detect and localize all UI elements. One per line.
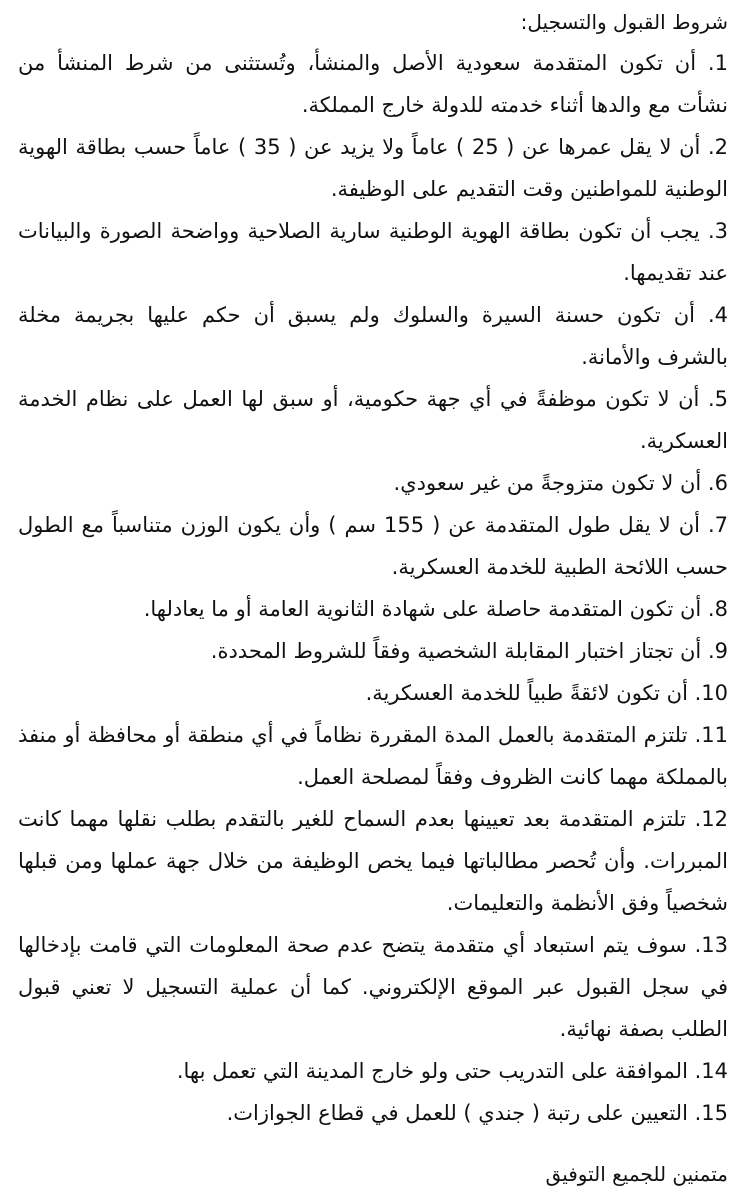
term-item: 5. أن لا تكون موظفةً في أي جهة حكومية، أو سبق لها العمل على نظام الخدمة العسكرية. xyxy=(18,387,728,453)
term-item: 2. أن لا يقل عمرها عن ( 25 ) عاماً ولا يزيد عن ( 35 ) عاماً حسب بطاقة الهوية الوطنية للمواطنين وقت التقديم على الوظيفة. xyxy=(18,135,728,201)
term-item: 3. يجب أن تكون بطاقة الهوية الوطنية سارية الصلاحية وواضحة الصورة والبيانات عند تقديمها. xyxy=(18,219,728,285)
term-item: 7. أن لا يقل طول المتقدمة عن ( 155 سم ) وأن يكون الوزن متناسباً مع الطول حسب اللائحة الطبية للخدمة العسكرية. xyxy=(18,513,728,579)
term-item: 1. أن تكون المتقدمة سعودية الأصل والمنشأ، وتُستثنى من شرط المنشأ من نشأت مع والدها أثناء خدمته للدولة خارج المملكة. xyxy=(18,51,728,117)
document-title: شروط القبول والتسجيل: xyxy=(520,10,728,34)
term-item: 14. الموافقة على التدريب حتى ولو خارج المدينة التي تعمل بها. xyxy=(176,1059,728,1083)
closing-line: متمنين للجميع التوفيق xyxy=(545,1162,728,1186)
term-item: 8. أن تكون المتقدمة حاصلة على شهادة الثانوية العامة أو ما يعادلها. xyxy=(143,597,728,621)
term-item: 10. أن تكون لائقةً طبياً للخدمة العسكرية. xyxy=(365,681,728,705)
term-item: 12. تلتزم المتقدمة بعد تعيينها بعدم السماح للغير بالتقدم بطلب نقلها مهما كانت المبررات. وأن تُحصر مطالباتها فيما يخص الوظيفة من خلال جهة عملها ومن قبلها شخصياً وفق الأنظمة والتعليمات. xyxy=(18,807,728,915)
term-item: 4. أن تكون حسنة السيرة والسلوك ولم يسبق أن حكم عليها بجريمة مخلة بالشرف والأمانة. xyxy=(18,303,728,369)
terms-list xyxy=(18,42,728,1134)
term-item: 13. سوف يتم استبعاد أي متقدمة يتضح عدم صحة المعلومات التي قامت بإدخالها في سجل القبول عبر الموقع الإلكتروني. كما أن عملية التسجيل لا تعني قبول الطلب بصفة نهائية. xyxy=(18,933,728,1041)
term-item: 15. التعيين على رتبة ( جندي ) للعمل في قطاع الجوازات. xyxy=(226,1101,728,1125)
term-item: 6. أن لا تكون متزوجةً من غير سعودي. xyxy=(393,471,728,495)
term-item: 9. أن تجتاز اختبار المقابلة الشخصية وفقاً للشروط المحددة. xyxy=(210,639,728,663)
term-item: 11. تلتزم المتقدمة بالعمل المدة المقررة نظاماً في أي منطقة أو محافظة أو منفذ بالمملكة مهما كانت الظروف وفقاً لمصلحة العمل. xyxy=(18,723,728,789)
